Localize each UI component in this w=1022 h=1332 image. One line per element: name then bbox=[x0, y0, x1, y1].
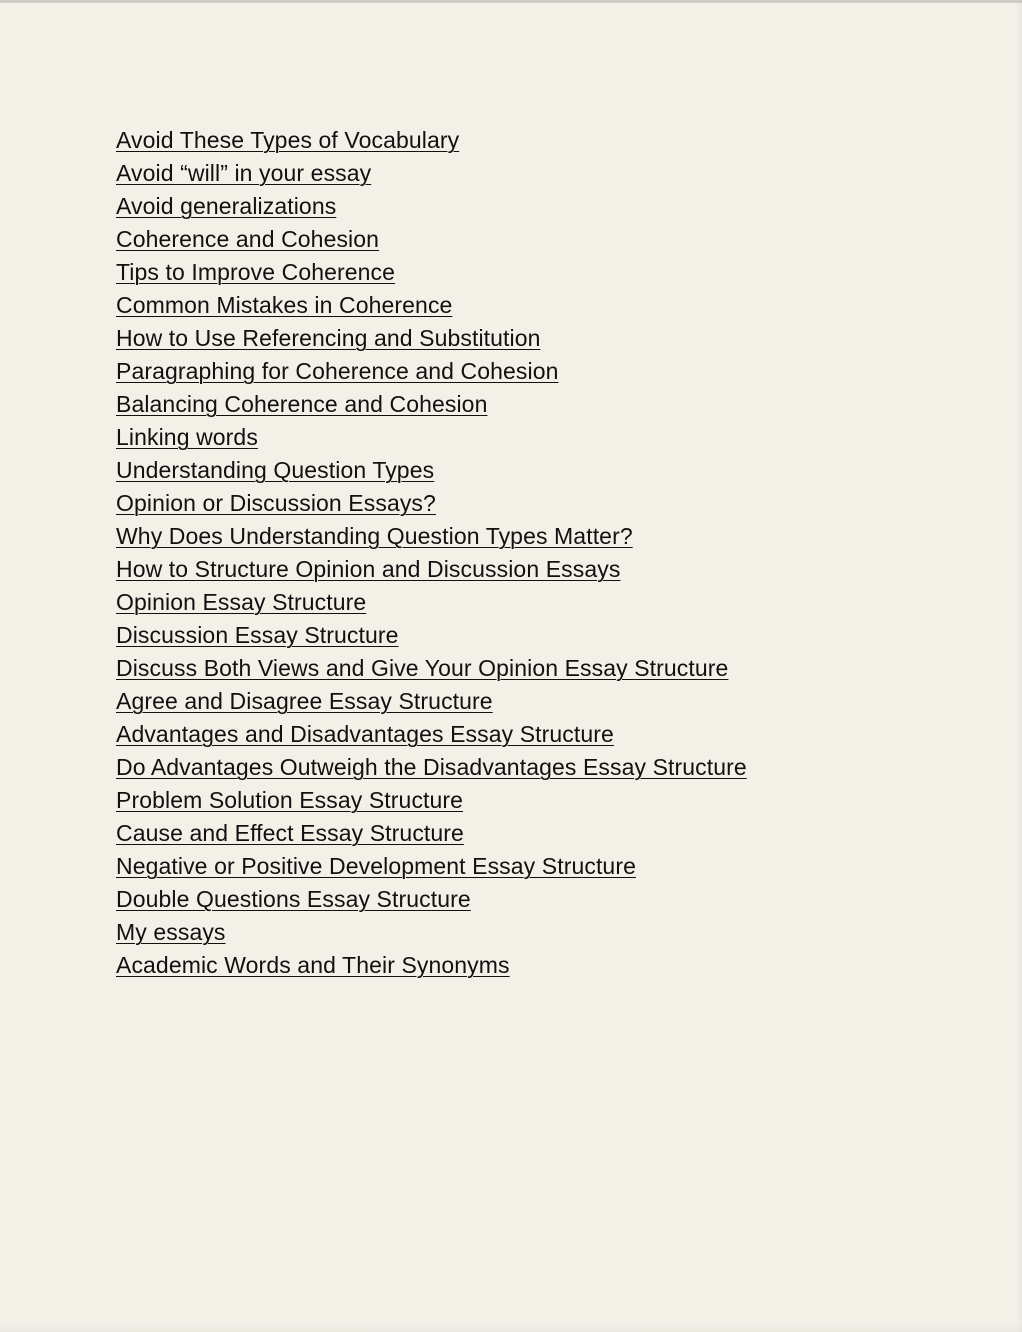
list-item bbox=[116, 619, 747, 652]
list-item bbox=[116, 916, 747, 949]
link-understanding-question-types[interactable]: Understanding Question Types bbox=[116, 457, 435, 483]
list-item bbox=[116, 817, 747, 850]
list-item bbox=[116, 784, 747, 817]
list-item bbox=[116, 718, 747, 751]
link-coherence-cohesion[interactable]: Coherence and Cohesion bbox=[116, 226, 380, 252]
link-opinion-or-discussion[interactable]: Opinion or Discussion Essays? bbox=[116, 490, 436, 516]
link-double-questions[interactable]: Double Questions Essay Structure bbox=[116, 886, 471, 912]
list-item bbox=[116, 586, 747, 619]
list-item bbox=[116, 949, 747, 982]
list-item bbox=[116, 421, 747, 454]
list-item bbox=[116, 256, 747, 289]
link-paragraphing[interactable]: Paragraphing for Coherence and Cohesion bbox=[116, 358, 559, 384]
list-item bbox=[116, 124, 747, 157]
link-balancing-coherence[interactable]: Balancing Coherence and Cohesion bbox=[116, 391, 488, 417]
link-agree-disagree[interactable]: Agree and Disagree Essay Structure bbox=[116, 688, 493, 714]
page-edge-shadow bbox=[1016, 0, 1022, 1332]
link-discussion-essay-structure[interactable]: Discussion Essay Structure bbox=[116, 622, 399, 648]
list-item bbox=[116, 487, 747, 520]
list-item bbox=[116, 751, 747, 784]
link-negative-positive-development[interactable]: Negative or Positive Development Essay Structure bbox=[116, 853, 636, 879]
list-item bbox=[116, 685, 747, 718]
list-item bbox=[116, 652, 747, 685]
list-item bbox=[116, 289, 747, 322]
link-avoid-vocabulary[interactable]: Avoid These Types of Vocabulary bbox=[116, 127, 460, 153]
list-item bbox=[116, 388, 747, 421]
link-common-mistakes-coherence[interactable]: Common Mistakes in Coherence bbox=[116, 292, 453, 318]
link-discuss-both-views[interactable]: Discuss Both Views and Give Your Opinion Essay Structure bbox=[116, 655, 729, 681]
link-academic-words[interactable]: Academic Words and Their Synonyms bbox=[116, 952, 510, 978]
link-referencing-substitution[interactable]: How to Use Referencing and Substitution bbox=[116, 325, 541, 351]
link-structure-opinion-discussion[interactable]: How to Structure Opinion and Discussion Essays bbox=[116, 556, 621, 582]
link-tips-coherence[interactable]: Tips to Improve Coherence bbox=[116, 259, 396, 285]
article-link-list bbox=[116, 124, 747, 982]
page-bottom-shadow bbox=[0, 1324, 1022, 1332]
list-item bbox=[116, 883, 747, 916]
list-item bbox=[116, 850, 747, 883]
list-item bbox=[116, 322, 747, 355]
list-item bbox=[116, 157, 747, 190]
link-avoid-generalizations[interactable]: Avoid generalizations bbox=[116, 193, 337, 219]
link-cause-effect[interactable]: Cause and Effect Essay Structure bbox=[116, 820, 464, 846]
list-item bbox=[116, 355, 747, 388]
link-why-question-types-matter[interactable]: Why Does Understanding Question Types Matter? bbox=[116, 523, 633, 549]
list-item bbox=[116, 190, 747, 223]
link-linking-words[interactable]: Linking words bbox=[116, 424, 258, 450]
list-item bbox=[116, 223, 747, 256]
link-advantages-disadvantages[interactable]: Advantages and Disadvantages Essay Structure bbox=[116, 721, 614, 747]
link-avoid-will[interactable]: Avoid “will” in your essay bbox=[116, 160, 372, 186]
link-advantages-outweigh[interactable]: Do Advantages Outweigh the Disadvantages Essay Structure bbox=[116, 754, 747, 780]
list-item bbox=[116, 520, 747, 553]
link-problem-solution[interactable]: Problem Solution Essay Structure bbox=[116, 787, 464, 813]
top-border bbox=[0, 0, 1022, 3]
link-opinion-essay-structure[interactable]: Opinion Essay Structure bbox=[116, 589, 367, 615]
list-item bbox=[116, 553, 747, 586]
list-item bbox=[116, 454, 747, 487]
link-my-essays[interactable]: My essays bbox=[116, 919, 226, 945]
